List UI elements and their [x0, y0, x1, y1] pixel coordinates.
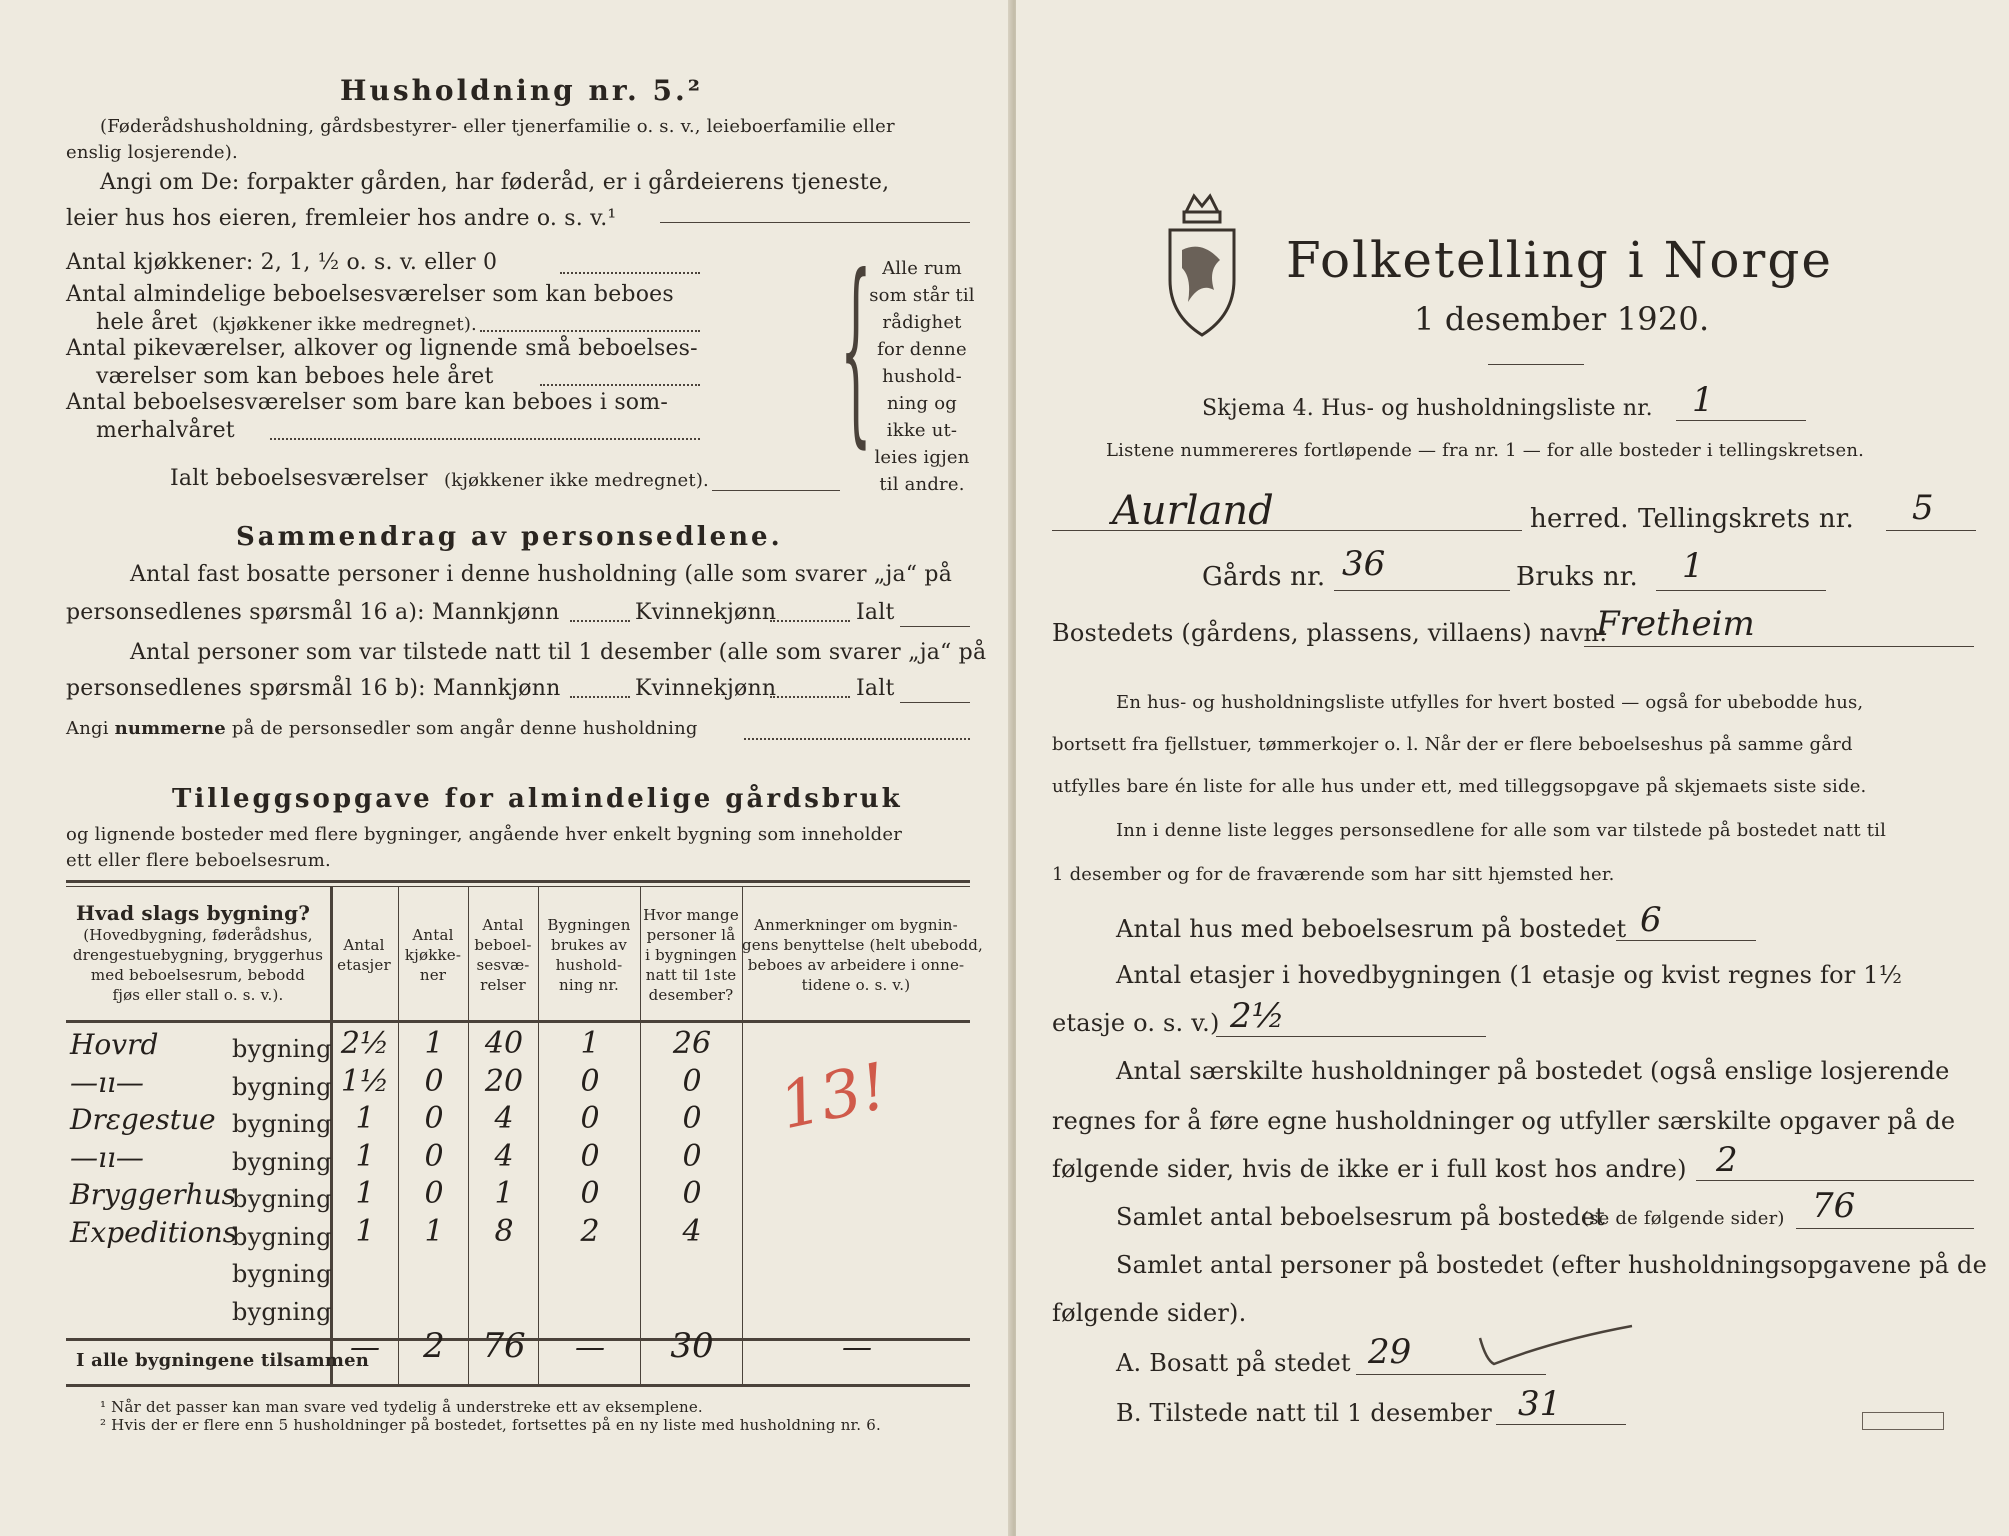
header-line: beboel-: [474, 936, 532, 954]
cell-hush: 2: [580, 1213, 600, 1249]
table-total-label: I alle bygningene tilsammen: [76, 1350, 370, 1371]
question-persons: Samlet antal personer på bostedet (efter husholdningsopgavene på de: [1116, 1251, 1988, 1279]
answer-line: [1696, 1180, 1974, 1181]
question-floors-b: etasje o. s. v.): [1052, 1009, 1220, 1037]
answer-line: [1334, 590, 1510, 591]
cell-personer: 26: [672, 1026, 712, 1061]
header-line: beboes av arbeidere i onne-: [747, 956, 965, 974]
cell-vaerelser: 4: [494, 1138, 514, 1174]
cell-kjokken: 0: [424, 1176, 444, 1211]
building-suffix: bygning: [232, 1147, 332, 1176]
rooms-summer: Antal beboelsesværelser som bare kan beboes i som-: [66, 390, 668, 415]
side-note-line: ning og: [887, 393, 957, 414]
summary-line2b: personsedlenes spørsmål 16 b): Mannkjønn: [66, 676, 561, 701]
header-line: Hvor mange: [643, 906, 739, 924]
question-households: Antal særskilte husholdninger på bostedet (også enslige losjerende: [1116, 1057, 1950, 1085]
table-header-building: Hvad slags bygning?: [76, 901, 311, 925]
header-line: hushold-: [555, 956, 623, 974]
place-name-label: Bostedets (gårdens, plassens, villaens) navn:: [1052, 619, 1608, 647]
instruction-1: En hus- og husholdningsliste utfylles for hvert bosted — også for ubebodde hus,: [1116, 692, 1864, 713]
summary-total: Ialt: [856, 600, 895, 625]
answer-floors: 2½: [1230, 996, 1285, 1036]
right-page: [1016, 0, 2009, 1536]
header-line: relser: [480, 976, 526, 994]
cell-personer: 0: [682, 1101, 702, 1136]
building-suffix: bygning: [232, 1222, 332, 1251]
header-line: Bygningen: [547, 916, 631, 934]
answer-houses: 6: [1640, 900, 1662, 940]
building-suffix: bygning: [232, 1072, 332, 1101]
instruction-4: Inn i denne liste legges personsedlene for alle som var tilstede på bostedet natt til: [1116, 820, 1887, 841]
building-suffix: bygning: [232, 1035, 332, 1063]
answer-line: [1796, 1228, 1974, 1229]
cell-kjokken: 1: [424, 1026, 444, 1061]
dotted-leader: [570, 620, 630, 622]
footnote-1: ¹ Når det passer kan man svare ved tydelig å understreke ett av eksemplene.: [100, 1398, 703, 1416]
building-type: Hovrd: [70, 1028, 159, 1061]
dotted-leader: [270, 438, 700, 440]
side-note-line: rådighet: [882, 312, 962, 333]
cell-etasjer: 1½: [340, 1063, 390, 1099]
supplement-text1: og lignende bosteder med flere bygninger, angående hver enkelt bygning som inneholder: [66, 824, 903, 845]
building-suffix: bygning: [232, 1110, 332, 1138]
supplement-text2: ett eller flere beboelsesrum.: [66, 850, 331, 871]
header-line: Antal: [412, 926, 454, 944]
household-para1: (Føderådshusholdning, gårdsbestyrer- eller tjenerfamilie o. s. v., leieboerfamilie eller: [100, 116, 895, 137]
district-label: Tellingskrets nr.: [1638, 504, 1854, 534]
dotted-leader: [560, 272, 700, 274]
cell-vaerelser: 1: [494, 1176, 514, 1211]
side-note-line: til andre.: [879, 474, 965, 495]
building-suffix: bygning: [232, 1297, 332, 1326]
answer-line: [1496, 1424, 1626, 1425]
household-para1b: enslig losjerende).: [66, 142, 238, 163]
printer-stamp: [1862, 1412, 1944, 1430]
header-line: (Hovedbygning, føderådshus,: [83, 926, 313, 944]
header-line: tidene o. s. v.): [801, 976, 911, 994]
cell-etasjer: 1: [355, 1213, 375, 1249]
answer-line: [1216, 1036, 1486, 1037]
question-rooms-note: (se de følgende sider): [1582, 1208, 1785, 1229]
summary-numbers: Angi nummerne på de personsedler som angår denne husholdning: [66, 718, 698, 739]
footnote-2: ² Hvis der er flere enn 5 husholdninger på bostedet, fortsettes på en ny liste med husholdning nr. 6.: [100, 1416, 881, 1434]
holding-number: 1: [1682, 546, 1704, 586]
header-line: fjøs eller stall o. s. v.).: [112, 986, 284, 1004]
answer-line: [1584, 646, 1974, 647]
question-present: B. Tilstede natt til 1 desember: [1116, 1399, 1492, 1427]
cell-personer: 0: [682, 1176, 702, 1211]
header-line: natt til 1ste: [645, 966, 737, 984]
answer-resident: 29: [1368, 1332, 1412, 1372]
answer-line: [1356, 1374, 1546, 1375]
dotted-leader: [744, 738, 970, 740]
summary-female: Kvinnekjønn: [635, 600, 777, 625]
district-number: 5: [1912, 488, 1934, 528]
answer-line: [712, 490, 840, 491]
table-top-border: [66, 880, 970, 883]
instruction-2: bortsett fra fjellstuer, tømmerkojer o. l. Når der er flere beboelseshus på samme gård: [1052, 734, 1853, 755]
summary-line1: Antal fast bosatte personer i denne husholdning (alle som svarer „ja“ på: [130, 562, 953, 587]
side-note-line: for denne: [877, 339, 967, 360]
coat-of-arms-icon: [1164, 190, 1240, 340]
municipality-name: Aurland: [1112, 488, 1274, 534]
farm-label: Gårds nr.: [1202, 562, 1326, 592]
listene-note: Listene nummereres fortløpende — fra nr. 1 — for alle bosteder i tellingskretsen.: [1106, 440, 1865, 461]
header-line: brukes av: [550, 936, 628, 954]
schema-line: Skjema 4. Hus- og husholdningsliste nr.: [1202, 396, 1653, 421]
building-suffix: bygning: [232, 1185, 332, 1213]
summary-female-2: Kvinnekjønn: [635, 676, 777, 701]
summary-line2: Antal personer som var tilstede natt til 1 desember (alle som svarer „ja“ på: [130, 640, 987, 665]
header-line: sesvæ-: [476, 956, 530, 974]
rooms-kitchens: Antal kjøkkener: 2, 1, ½ o. s. v. eller 0: [66, 250, 498, 275]
answer-line: [900, 702, 970, 703]
summary-line1b: personsedlenes spørsmål 16 a): Mannkjønn: [66, 600, 560, 625]
side-note-line: leies igjen: [874, 447, 970, 468]
total-kitchens: 2: [423, 1326, 445, 1366]
building-type: —ıı—: [70, 1065, 144, 1099]
question-rooms: Samlet antal beboelsesrum på bostedet: [1116, 1203, 1605, 1231]
red-pencil-mark: 13!: [773, 1049, 894, 1145]
cell-kjokken: 1: [424, 1213, 444, 1249]
total-remarks: —: [842, 1330, 872, 1365]
rooms-maid-b: værelser som kan beboes hele året: [96, 364, 494, 389]
total-rooms: 76: [482, 1326, 526, 1366]
cell-personer: 0: [682, 1138, 702, 1174]
place-name: Fretheim: [1596, 604, 1755, 644]
rooms-summer-b: merhalvåret: [96, 418, 235, 443]
question-houses: Antal hus med beboelsesrum på bostedet: [1116, 915, 1627, 943]
header-line: i bygningen: [645, 946, 737, 964]
rooms-maid: Antal pikeværelser, alkover og lignende små beboelses-: [66, 336, 698, 361]
cell-etasjer: 1: [355, 1101, 375, 1136]
cell-etasjer: 2½: [340, 1026, 390, 1061]
cell-vaerelser: 20: [484, 1063, 524, 1099]
building-type: —ıı—: [70, 1140, 144, 1174]
cell-vaerelser: 40: [484, 1026, 524, 1061]
dotted-leader: [570, 696, 630, 698]
answer-line: [1616, 940, 1756, 941]
cell-vaerelser: 4: [494, 1101, 514, 1136]
header-line: gens benyttelse (helt ubebodd,: [742, 936, 984, 954]
question-persons-b: følgende sider).: [1052, 1299, 1247, 1327]
total-household: —: [575, 1330, 605, 1365]
cell-personer: 0: [682, 1063, 702, 1099]
summary-total-2: Ialt: [856, 676, 895, 701]
header-line: Antal: [343, 936, 385, 954]
question-floors: Antal etasjer i hovedbygningen (1 etasje og kvist regnes for 1½: [1116, 961, 1903, 989]
header-line: kjøkke-: [404, 946, 462, 964]
cell-hush: 0: [580, 1063, 600, 1099]
supplement-title: Tilleggsopgave for almindelige gårdsbruk: [172, 784, 903, 814]
header-line: Antal: [482, 916, 524, 934]
dotted-leader: [770, 696, 850, 698]
dotted-leader: [770, 620, 850, 622]
header-line: drengestuebygning, bryggerhus: [72, 946, 324, 964]
household-title: Husholdning nr. 5.²: [340, 74, 704, 107]
header-line: med beboelsesrum, bebodd: [90, 966, 306, 984]
household-para2: Angi om De: forpakter gården, har føderåd, er i gårdeierens tjeneste,: [100, 170, 890, 195]
header-line: Anmerkninger om bygnin-: [754, 916, 958, 934]
rooms-total-note: (kjøkkener ikke medregnet).: [444, 470, 709, 491]
cell-personer: 4: [682, 1213, 702, 1249]
table-header-border: [66, 1020, 970, 1023]
header-line: desember?: [648, 986, 734, 1004]
answer-present: 31: [1518, 1384, 1562, 1424]
cell-kjokken: 0: [424, 1101, 444, 1136]
check-mark-icon: [1476, 1320, 1636, 1370]
answer-line: [1676, 420, 1806, 421]
building-type: Drεgestue: [70, 1103, 216, 1136]
cell-vaerelser: 8: [494, 1213, 514, 1249]
census-date: 1 desember 1920.: [1414, 300, 1710, 338]
header-line: ner: [419, 966, 447, 984]
building-suffix: bygning: [232, 1260, 332, 1288]
header-line: personer lå: [646, 926, 736, 944]
cell-etasjer: 1: [355, 1138, 375, 1174]
cell-hush: 0: [580, 1138, 600, 1174]
summary-title: Sammendrag av personsedlene.: [236, 522, 783, 552]
brace-symbol: {: [840, 233, 872, 466]
total-persons: 30: [670, 1326, 714, 1366]
cell-hush: 0: [580, 1176, 600, 1211]
table-bottom-border: [66, 1384, 970, 1387]
rooms-regular: Antal almindelige beboelsesværelser som kan beboes: [66, 282, 674, 307]
question-households-b: regnes for å føre egne husholdninger og utfyller særskilte opgaver på de: [1052, 1107, 1956, 1135]
cell-hush: 0: [580, 1101, 600, 1136]
census-title: Folketelling i Norge: [1286, 231, 1833, 289]
table-top-border-2: [66, 886, 970, 887]
instruction-3: utfylles bare én liste for alle hus under ett, med tilleggsopgave på skjemaets siste side.: [1052, 776, 1867, 797]
municipality-label: herred.: [1530, 504, 1629, 534]
header-line: ning nr.: [558, 976, 620, 994]
holding-label: Bruks nr.: [1516, 562, 1639, 592]
title-rule: [1488, 364, 1584, 365]
instruction-5: 1 desember og for de fraværende som har sitt hjemsted her.: [1052, 864, 1615, 885]
cell-kjokken: 0: [424, 1138, 444, 1174]
answer-rooms: 76: [1812, 1186, 1856, 1226]
rooms-total: Ialt beboelsesværelser: [170, 466, 428, 491]
rooms-regular-note: (kjøkkener ikke medregnet).: [212, 314, 477, 335]
cell-etasjer: 1: [355, 1176, 375, 1211]
side-note-line: Alle rum: [882, 258, 962, 279]
question-households-c: følgende sider, hvis de ikke er i full kost hos andre): [1052, 1155, 1687, 1183]
side-note-line: ikke ut-: [886, 420, 958, 441]
dotted-leader: [540, 384, 700, 386]
answer-line: [1886, 530, 1976, 531]
schema-number: 1: [1692, 380, 1714, 420]
farm-number: 36: [1342, 544, 1386, 584]
answer-line: [900, 626, 970, 627]
header-line: etasjer: [337, 956, 391, 974]
side-note-line: hushold-: [882, 366, 962, 387]
building-type: Expeditions: [70, 1215, 238, 1249]
cell-kjokken: 0: [424, 1063, 444, 1099]
answer-line: [660, 222, 970, 223]
total-floors: —: [350, 1330, 380, 1365]
household-para2b: leier hus hos eieren, fremleier hos andre o. s. v.¹: [66, 206, 617, 231]
answer-line: [1656, 590, 1826, 591]
side-note-line: som står til: [869, 285, 975, 306]
answer-households: 2: [1716, 1140, 1738, 1180]
dotted-leader: [480, 330, 700, 332]
question-resident: A. Bosatt på stedet: [1116, 1349, 1351, 1377]
answer-line: [1052, 530, 1522, 531]
rooms-regular-b: hele året: [96, 310, 198, 335]
cell-hush: 1: [580, 1026, 600, 1061]
building-type: Bryggerhus: [70, 1178, 237, 1211]
